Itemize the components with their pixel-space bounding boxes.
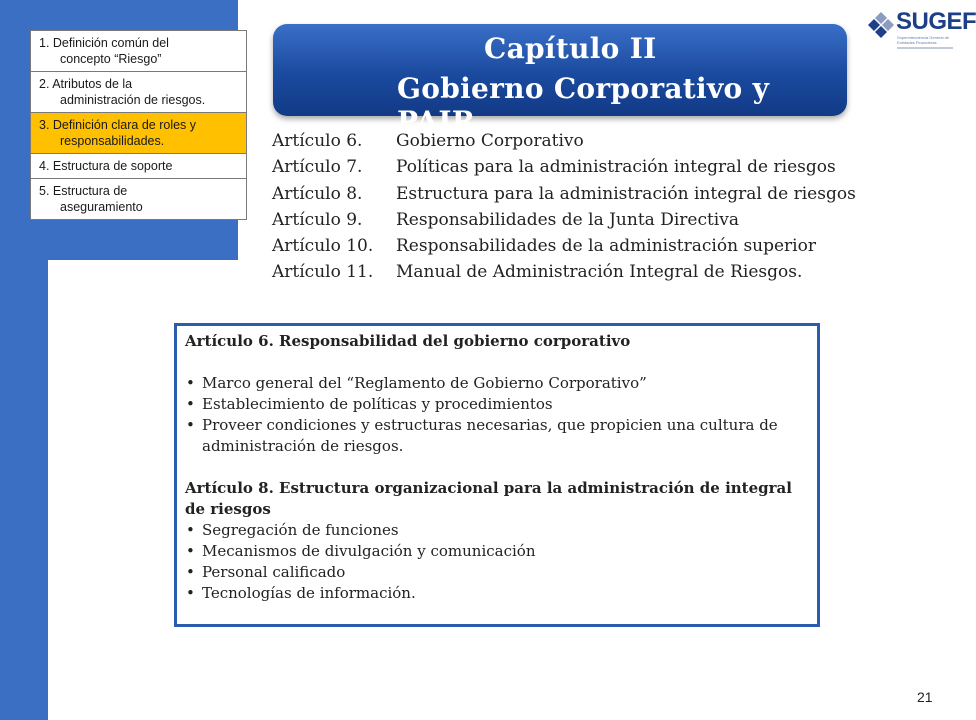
section-heading: Artículo 8. Estructura organizacional para la administración de integral [185,479,792,497]
spacer [185,352,807,373]
bullet-item: • Establecimiento de políticas y procedimientos [185,394,807,415]
article-number: Artículo 11. [272,262,374,283]
bullet-item: • Tecnologías de información. [185,583,807,604]
agenda-item-2 [31,72,246,113]
agenda-item-text: 4. Estructura de soporte [39,159,173,173]
article-title: Responsabilidades de la administración superior [396,236,816,257]
agenda-item-text: 3. Definición clara de roles y [39,118,197,132]
agenda-item-4 [31,154,246,179]
agenda-item-3-active [31,113,246,154]
logo-text: SUGEF [896,8,976,35]
section-heading: Artículo 6. Responsabilidad del gobierno corporativo [185,332,631,350]
agenda-item-text: concepto “Riesgo” [60,52,162,66]
article-detail-box [174,323,820,627]
article-title: Manual de Administración Integral de Riesgos. [396,262,803,283]
chapter-number: Capítulo II [484,32,657,65]
agenda-item-text: 5. Estructura de [39,184,128,198]
bullet-item: • Mecanismos de divulgación y comunicación [185,541,807,562]
agenda-item-text: aseguramiento [60,200,143,214]
article-number: Artículo 9. [272,209,363,230]
agenda-box [30,30,247,220]
sugef-logo [866,6,976,52]
article-row [272,181,856,207]
article-number: Artículo 10. [272,236,374,257]
article-row [272,233,856,259]
agenda-item-text: administración de riesgos. [60,93,206,107]
article-title: Políticas para la administración integral de riesgos [396,157,836,178]
chapter-title-banner [273,24,847,138]
logo-underline [897,47,953,49]
article-title: Gobierno Corporativo [396,131,584,151]
sugef-logo-icon [866,10,896,44]
article-row [272,128,856,154]
bullet-item: • Segregación de funciones [185,520,807,541]
article-number: Artículo 8. [272,183,363,204]
agenda-item-text: 2. Atributos de la [39,77,133,91]
logo-subtitle: Superintendencia General de Entidades Financieras [897,35,950,45]
article-row [272,207,856,233]
spacer [185,457,807,478]
article-number: Artículo 7. [272,157,363,178]
section-heading-continuation: de riesgos [185,500,271,518]
bullet-item: • Proveer condiciones y estructuras necesarias, que propicien una cultura de [185,415,807,436]
bullet-item: • Marco general del “Reglamento de Gobierno Corporativo” [185,373,807,394]
article-list [272,128,856,286]
article-row [272,154,856,180]
bullet-item: • Personal calificado [185,562,807,583]
agenda-item-1 [31,31,246,72]
article-row [272,259,856,285]
agenda-item-5 [31,179,246,219]
bullet-item-continuation: administración de riesgos. [202,437,404,455]
article-number: Artículo 6. [272,131,363,151]
agenda-item-text: 1. Definición común del [39,36,169,50]
page-number: 21 [917,689,933,705]
chapter-title: Gobierno Corporativo y PAIR [397,72,770,138]
agenda-item-text: responsabilidades. [60,134,165,148]
article-title: Estructura para la administración integral de riesgos [396,183,856,204]
article-title: Responsabilidades de la Junta Directiva [396,209,739,230]
